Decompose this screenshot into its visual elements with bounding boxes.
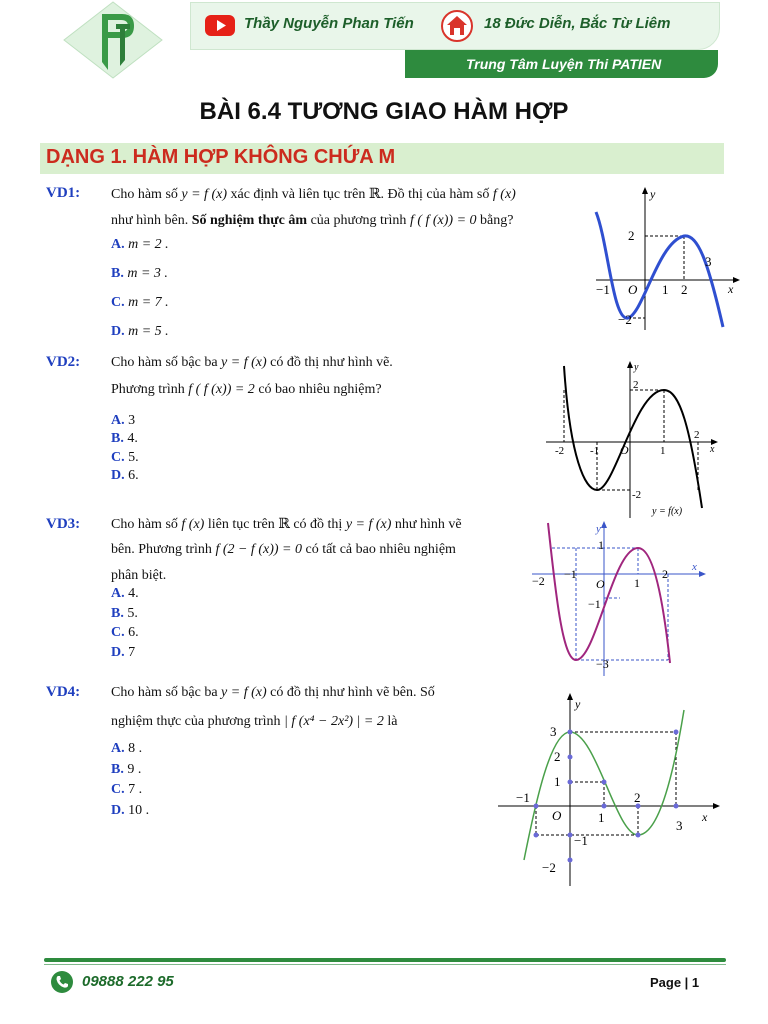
tick-label: −2 [618, 312, 632, 327]
youtube-icon [205, 15, 235, 36]
option-d[interactable]: D. 10 . [111, 803, 150, 818]
option-c[interactable]: C. m = 7 . [111, 295, 169, 310]
question-text-line: như hình bên. Số nghiệm thực âm của phương trình f ( f (x)) = 0 bằng? [111, 213, 514, 228]
question-text-line: Cho hàm số f (x) liên tục trên ℝ có đồ thị y = f (x) như hình vẽ [111, 517, 462, 532]
question-label: VD4: [46, 684, 81, 700]
tick-label: -2 [632, 489, 642, 501]
page-number: Page | 1 [650, 975, 700, 990]
option-b[interactable]: B. 9 . [111, 762, 142, 777]
tick-label: 2 [694, 429, 700, 441]
phone-number: 09888 222 95 [82, 973, 174, 990]
option-a[interactable]: A. 3 [111, 413, 136, 428]
phone-icon [50, 970, 74, 994]
tick-label: -2 [555, 445, 565, 457]
axis-label: y [575, 697, 581, 711]
tick-label: 2 [554, 749, 561, 764]
question-label: VD1: [46, 185, 81, 201]
option-d[interactable]: D. 6. [111, 468, 139, 483]
tick-label: 2 [633, 379, 639, 391]
tick-label: 3 [550, 724, 557, 739]
tick-label: O [552, 808, 562, 823]
graph-vd1 [588, 182, 748, 337]
tick-label: −2 [542, 860, 556, 875]
teacher-name: Thầy Nguyễn Phan Tiến [244, 15, 414, 32]
tick-label: 1 [598, 538, 604, 552]
question-label: VD3: [46, 516, 81, 532]
option-a[interactable]: A. 8 . [111, 741, 143, 756]
footer-divider [44, 958, 726, 962]
option-d[interactable]: D. m = 5 . [111, 324, 169, 339]
logo-text: PT [112, 76, 114, 77]
curve-label: y = f(x) [652, 506, 683, 517]
home-icon [440, 10, 474, 42]
option-c[interactable]: C. 5. [111, 450, 139, 465]
tick-label: −1 [596, 282, 610, 297]
center-address: 18 Đức Diễn, Bắc Từ Liêm [484, 15, 671, 32]
question-text-line: nghiệm thực của phương trình | f (x⁴ − 2x²) | = 2 là [111, 714, 398, 729]
option-c[interactable]: C. 7 . [111, 782, 143, 797]
tick-label: −1 [516, 790, 530, 805]
axis-label: x [692, 561, 697, 573]
question-text-line: Cho hàm số y = f (x) xác định và liên tục trên ℝ. Đồ thị của hàm số f (x) [111, 187, 516, 202]
question-text-line: phân biệt. [111, 568, 167, 583]
tick-label: −3 [596, 657, 609, 671]
tick-label: 3 [705, 254, 712, 269]
axis-label: y [634, 362, 639, 373]
tick-label: O [596, 577, 605, 591]
axis-label: x [710, 444, 715, 455]
tick-label: 1 [634, 576, 640, 590]
tick-label: O [628, 282, 638, 297]
axis-label: y [650, 187, 656, 201]
graph-vd3 [528, 518, 713, 678]
section-heading-text: DẠNG 1. HÀM HỢP KHÔNG CHỨA M [46, 146, 396, 168]
tick-label: 1 [662, 282, 669, 297]
question-text-line: Cho hàm số bậc ba y = f (x) có đồ thị như hình vẽ. [111, 355, 393, 370]
tick-label: 2 [662, 567, 668, 581]
logo [58, 0, 168, 80]
tick-label: 3 [676, 818, 683, 833]
option-b[interactable]: B. 4. [111, 431, 138, 446]
tick-label: 2 [634, 790, 641, 805]
tick-label: 1 [554, 774, 561, 789]
tick-label: 1 [660, 445, 666, 457]
axis-label: y [596, 523, 601, 535]
question-text-line: Phương trình f ( f (x)) = 2 có bao nhiêu nghiệm? [111, 382, 382, 397]
tick-label: −2 [532, 574, 545, 588]
tick-label: O [620, 443, 629, 457]
question-text-line: bên. Phương trình f (2 − f (x)) = 0 có tất cả bao nhiêu nghiệm [111, 542, 456, 557]
tick-label: −1 [564, 567, 577, 581]
option-b[interactable]: B. m = 3 . [111, 266, 168, 281]
tick-label: 1 [598, 810, 605, 825]
graph-vd2 [540, 358, 725, 523]
option-a[interactable]: A. m = 2 . [111, 237, 169, 252]
section-heading [40, 143, 724, 174]
page-title: BÀI 6.4 TƯƠNG GIAO HÀM HỢP [199, 98, 569, 125]
tick-label: 2 [681, 282, 688, 297]
option-d[interactable]: D. 7 [111, 645, 136, 660]
axis-label: x [728, 282, 734, 296]
tick-label: −1 [588, 597, 601, 611]
footer-divider-thin [44, 964, 726, 965]
axis-label: x [702, 810, 708, 824]
question-label: VD2: [46, 354, 81, 370]
tick-label: 2 [628, 228, 635, 243]
center-name: Trung Tâm Luyện Thi PATIEN [466, 56, 662, 72]
option-c[interactable]: C. 6. [111, 625, 139, 640]
tick-label: −1 [574, 833, 588, 848]
graph-vd4 [496, 690, 726, 890]
option-a[interactable]: A. 4. [111, 586, 139, 601]
option-b[interactable]: B. 5. [111, 606, 138, 621]
tick-label: -1 [590, 445, 600, 457]
question-text-line: Cho hàm số bậc ba y = f (x) có đồ thị như hình vẽ bên. Số [111, 685, 435, 700]
